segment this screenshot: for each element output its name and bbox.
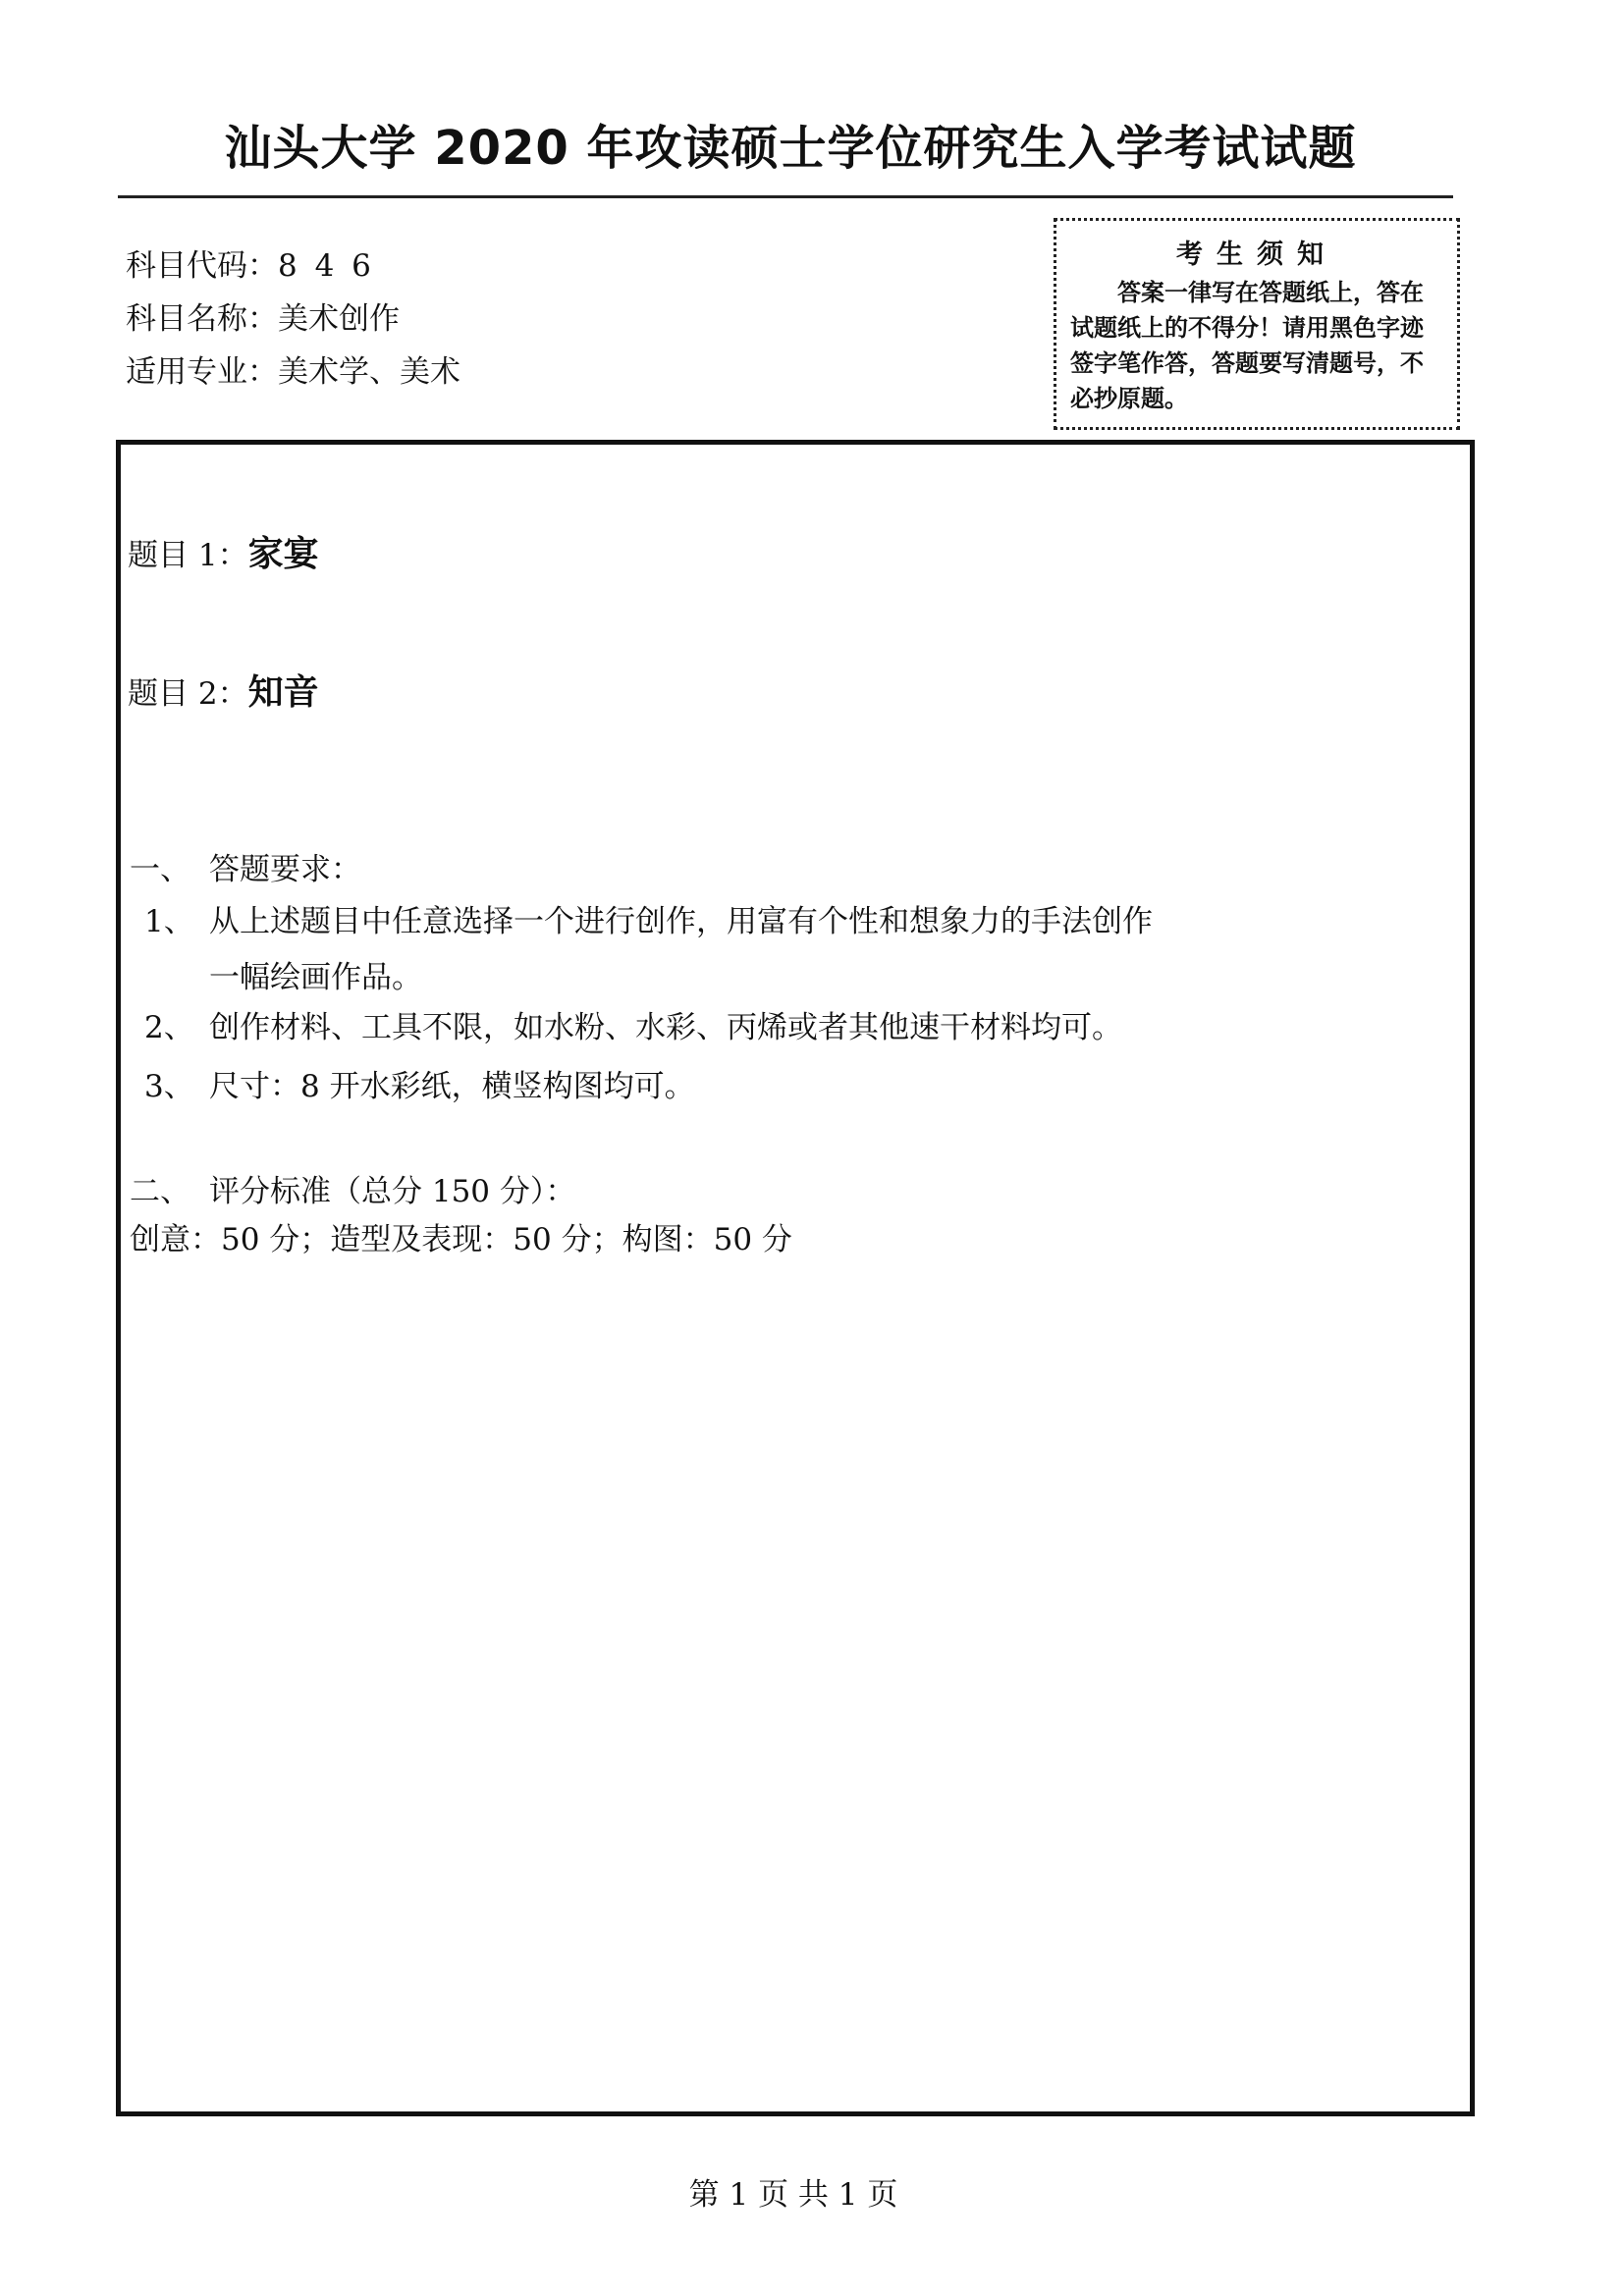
requirement-1-continuation: 一幅绘画作品。 xyxy=(209,960,422,995)
question-2-label: 题目 2： xyxy=(128,676,248,712)
question-2-topic: 知音 xyxy=(247,672,319,713)
requirement-3-text: 尺寸：8 开水彩纸，横竖构图均可。 xyxy=(209,1069,695,1104)
question-1 xyxy=(128,526,319,576)
page-footer: 第 1 页 共 1 页 xyxy=(688,2177,898,2213)
notice-heading: 考生须知 xyxy=(1176,240,1337,270)
requirement-2-text: 创作材料、工具不限，如水粉、水彩、丙烯或者其他速干材料均可。 xyxy=(209,1010,1122,1045)
requirement-2-number: 2、 xyxy=(144,1010,194,1045)
exam-title: 汕头大学 2020 年攻读硕士学位研究生入学考试试题 xyxy=(224,121,1357,176)
major-label: 适用专业： xyxy=(126,354,278,390)
requirement-3-number: 3、 xyxy=(144,1069,194,1104)
notice-body: 答案一律写在答题纸上，答在试题纸上的不得分！请用黑色字迹签字笔作答，答题要写清题号，不必抄原题。 xyxy=(1070,279,1424,412)
requirement-1-text: 从上述题目中任意选择一个进行创作，用富有个性和想象力的手法创作 xyxy=(209,904,1153,939)
major-value: 美术学、美术 xyxy=(278,354,460,390)
title-divider xyxy=(118,195,1453,198)
subject-code-value: 8 4 6 xyxy=(278,248,375,284)
question-box xyxy=(116,440,1475,2116)
requirements-heading-number: 一、 xyxy=(130,852,190,887)
subject-name xyxy=(126,294,400,338)
scoring-detail: 创意：50 分；造型及表现：50 分；构图：50 分 xyxy=(130,1222,792,1257)
requirements-heading: 答题要求： xyxy=(209,852,361,887)
question-1-topic: 家宴 xyxy=(247,534,319,574)
question-1-label: 题目 1： xyxy=(128,538,248,573)
candidate-notice-box xyxy=(1054,218,1460,430)
scoring-heading: 评分标准（总分 150 分）： xyxy=(209,1174,576,1209)
requirement-1-number: 1、 xyxy=(144,904,194,939)
subject-code xyxy=(126,240,375,285)
subject-name-label: 科目名称： xyxy=(126,301,278,337)
scoring-heading-number: 二、 xyxy=(130,1174,190,1209)
question-2 xyxy=(128,665,319,715)
applicable-major xyxy=(126,347,460,391)
subject-name-value: 美术创作 xyxy=(278,301,400,337)
subject-code-label: 科目代码： xyxy=(126,248,278,284)
